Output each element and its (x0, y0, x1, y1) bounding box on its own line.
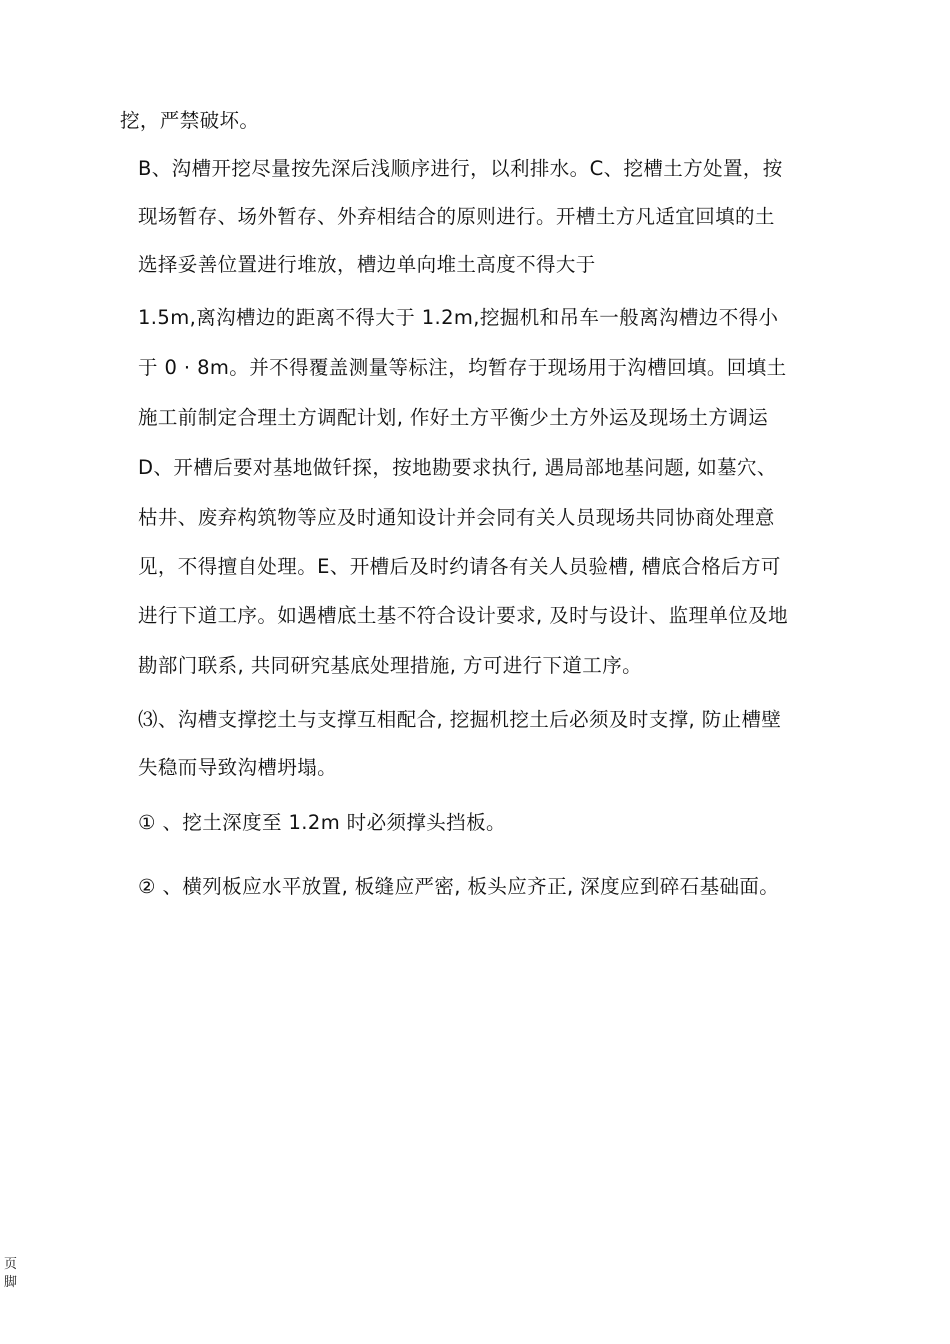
text-line: 选择妥善位置进行堆放，槽边单向堆土高度不得大于 (138, 253, 596, 276)
text-line: 勘部门联系, 共同研究基底处理措施, 方可进行下道工序。 (138, 654, 642, 677)
text-line: 现场暂存、场外暂存、外弃相结合的原则进行。开槽土方凡适宜回填的土 (138, 205, 775, 228)
text-line: 枯井、废弃构筑物等应及时通知设计并会同有关人员现场共同协商处理意 (138, 506, 775, 529)
text-line: ⑶、沟槽支撑挖土与支撑互相配合, 挖掘机挖土后必须及时支撑, 防止槽壁 (138, 708, 782, 731)
text-line: ① 、挖土深度至 1.2m 时必须撑头挡板。 (138, 811, 506, 834)
text-line: 失稳而导致沟槽坍塌。 (138, 756, 338, 779)
text-line: 挖，严禁破坏。 (120, 109, 260, 132)
page-footer: 页脚 (4, 1257, 18, 1290)
text-line: 施工前制定合理土方调配计划, 作好土方平衡少土方外运及现场土方调运 (138, 406, 769, 429)
text-line: 于 0 · 8m。并不得覆盖测量等标注，均暂存于现场用于沟槽回填。回填土 (138, 356, 787, 379)
text-line: 1.5m,离沟槽边的距离不得大于 1.2m,挖掘机和吊车一般离沟槽边不得小 (138, 306, 779, 329)
text-line: 见，不得擅自处理。E、开槽后及时约请各有关人员验槽, 槽底合格后方可 (138, 555, 781, 578)
text-line: B、沟槽开挖尽量按先深后浅顺序进行，以利排水。C、挖槽土方处置，按 (138, 157, 783, 180)
text-line: D、开槽后要对基地做钎探，按地勘要求执行, 遇局部地基问题, 如墓穴、 (138, 456, 777, 479)
text-line: ② 、横列板应水平放置, 板缝应严密, 板头应齐正, 深度应到碎石基础面。 (138, 875, 780, 898)
text-line: 进行下道工序。如遇槽底土基不符合设计要求, 及时与设计、监理单位及地 (138, 604, 788, 627)
